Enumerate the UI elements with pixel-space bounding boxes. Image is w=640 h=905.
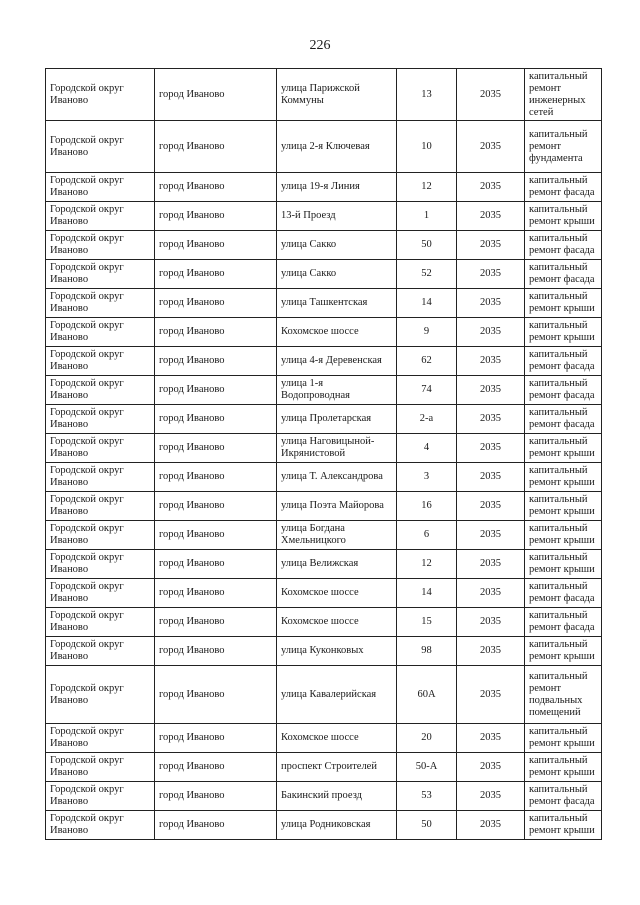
- work-type-cell: капитальный ремонт инженерных сетей: [525, 69, 602, 121]
- house-number-cell: 53: [397, 782, 457, 811]
- table-row: [46, 202, 602, 231]
- house-number-cell: 98: [397, 637, 457, 666]
- table-row: [46, 463, 602, 492]
- work-type-cell: капитальный ремонт крыши: [525, 318, 602, 347]
- year-cell: 2035: [457, 463, 525, 492]
- year-cell: 2035: [457, 724, 525, 753]
- work-type-cell: капитальный ремонт крыши: [525, 550, 602, 579]
- district-cell: Городской округ Иваново: [46, 434, 155, 463]
- street-cell: 13-й Проезд: [277, 202, 397, 231]
- city-cell: город Иваново: [155, 347, 277, 376]
- house-number-cell: 50-А: [397, 753, 457, 782]
- table-body: [46, 69, 602, 840]
- street-cell: улица 4-я Деревенская: [277, 347, 397, 376]
- district-cell: Городской округ Иваново: [46, 347, 155, 376]
- year-cell: 2035: [457, 405, 525, 434]
- table-row: [46, 492, 602, 521]
- table-row: [46, 724, 602, 753]
- year-cell: 2035: [457, 231, 525, 260]
- street-cell: улица 1-я Водопроводная: [277, 376, 397, 405]
- district-cell: Городской округ Иваново: [46, 318, 155, 347]
- house-number-cell: 60А: [397, 666, 457, 724]
- house-number-cell: 6: [397, 521, 457, 550]
- housing-repair-table: [45, 68, 602, 840]
- year-cell: 2035: [457, 121, 525, 173]
- work-type-cell: капитальный ремонт фундамента: [525, 121, 602, 173]
- street-cell: улица Парижской Коммуны: [277, 69, 397, 121]
- work-type-cell: капитальный ремонт крыши: [525, 724, 602, 753]
- table-row: [46, 405, 602, 434]
- street-cell: улица Ташкентская: [277, 289, 397, 318]
- work-type-cell: капитальный ремонт фасада: [525, 231, 602, 260]
- work-type-cell: капитальный ремонт подвальных помещений: [525, 666, 602, 724]
- street-cell: улица Богдана Хмельницкого: [277, 521, 397, 550]
- work-type-cell: капитальный ремонт крыши: [525, 492, 602, 521]
- work-type-cell: капитальный ремонт крыши: [525, 811, 602, 840]
- city-cell: город Иваново: [155, 173, 277, 202]
- city-cell: город Иваново: [155, 289, 277, 318]
- house-number-cell: 1: [397, 202, 457, 231]
- house-number-cell: 14: [397, 289, 457, 318]
- table-row: [46, 173, 602, 202]
- year-cell: 2035: [457, 637, 525, 666]
- district-cell: Городской округ Иваново: [46, 69, 155, 121]
- year-cell: 2035: [457, 550, 525, 579]
- house-number-cell: 14: [397, 579, 457, 608]
- table-row: [46, 260, 602, 289]
- table-row: [46, 550, 602, 579]
- district-cell: Городской округ Иваново: [46, 637, 155, 666]
- street-cell: улица Наговицыной-Икрянистовой: [277, 434, 397, 463]
- year-cell: 2035: [457, 202, 525, 231]
- house-number-cell: 50: [397, 231, 457, 260]
- city-cell: город Иваново: [155, 463, 277, 492]
- table-row: [46, 318, 602, 347]
- city-cell: город Иваново: [155, 376, 277, 405]
- year-cell: 2035: [457, 811, 525, 840]
- table-row: [46, 289, 602, 318]
- year-cell: 2035: [457, 521, 525, 550]
- house-number-cell: 13: [397, 69, 457, 121]
- table-row: [46, 666, 602, 724]
- year-cell: 2035: [457, 492, 525, 521]
- work-type-cell: капитальный ремонт фасада: [525, 608, 602, 637]
- year-cell: 2035: [457, 318, 525, 347]
- street-cell: улица 2-я Ключевая: [277, 121, 397, 173]
- district-cell: Городской округ Иваново: [46, 724, 155, 753]
- district-cell: Городской округ Иваново: [46, 579, 155, 608]
- city-cell: город Иваново: [155, 492, 277, 521]
- house-number-cell: 4: [397, 434, 457, 463]
- house-number-cell: 3: [397, 463, 457, 492]
- city-cell: город Иваново: [155, 318, 277, 347]
- city-cell: город Иваново: [155, 434, 277, 463]
- street-cell: улица Сакко: [277, 231, 397, 260]
- year-cell: 2035: [457, 753, 525, 782]
- house-number-cell: 52: [397, 260, 457, 289]
- year-cell: 2035: [457, 376, 525, 405]
- street-cell: улица Пролетарская: [277, 405, 397, 434]
- house-number-cell: 9: [397, 318, 457, 347]
- work-type-cell: капитальный ремонт крыши: [525, 289, 602, 318]
- work-type-cell: капитальный ремонт крыши: [525, 753, 602, 782]
- street-cell: улица Сакко: [277, 260, 397, 289]
- district-cell: Городской округ Иваново: [46, 550, 155, 579]
- table-row: [46, 782, 602, 811]
- street-cell: Кохомское шоссе: [277, 318, 397, 347]
- street-cell: улица Велижская: [277, 550, 397, 579]
- district-cell: Городской округ Иваново: [46, 782, 155, 811]
- work-type-cell: капитальный ремонт крыши: [525, 463, 602, 492]
- city-cell: город Иваново: [155, 550, 277, 579]
- house-number-cell: 2-а: [397, 405, 457, 434]
- work-type-cell: капитальный ремонт фасада: [525, 782, 602, 811]
- table-row: [46, 608, 602, 637]
- table-row: [46, 434, 602, 463]
- city-cell: город Иваново: [155, 579, 277, 608]
- year-cell: 2035: [457, 347, 525, 376]
- street-cell: улица Т. Александрова: [277, 463, 397, 492]
- street-cell: улица Кавалерийская: [277, 666, 397, 724]
- street-cell: улица Куконковых: [277, 637, 397, 666]
- district-cell: Городской округ Иваново: [46, 231, 155, 260]
- city-cell: город Иваново: [155, 666, 277, 724]
- year-cell: 2035: [457, 782, 525, 811]
- table-row: [46, 811, 602, 840]
- year-cell: 2035: [457, 579, 525, 608]
- work-type-cell: капитальный ремонт фасада: [525, 376, 602, 405]
- district-cell: Городской округ Иваново: [46, 405, 155, 434]
- city-cell: город Иваново: [155, 811, 277, 840]
- table-row: [46, 753, 602, 782]
- district-cell: Городской округ Иваново: [46, 521, 155, 550]
- street-cell: улица Родниковская: [277, 811, 397, 840]
- house-number-cell: 20: [397, 724, 457, 753]
- street-cell: Кохомское шоссе: [277, 724, 397, 753]
- district-cell: Городской округ Иваново: [46, 492, 155, 521]
- house-number-cell: 16: [397, 492, 457, 521]
- year-cell: 2035: [457, 260, 525, 289]
- table-row: [46, 69, 602, 121]
- city-cell: город Иваново: [155, 521, 277, 550]
- table-row: [46, 579, 602, 608]
- year-cell: 2035: [457, 69, 525, 121]
- work-type-cell: капитальный ремонт крыши: [525, 521, 602, 550]
- house-number-cell: 15: [397, 608, 457, 637]
- house-number-cell: 50: [397, 811, 457, 840]
- work-type-cell: капитальный ремонт фасада: [525, 405, 602, 434]
- city-cell: город Иваново: [155, 202, 277, 231]
- work-type-cell: капитальный ремонт крыши: [525, 637, 602, 666]
- table-row: [46, 521, 602, 550]
- street-cell: проспект Строителей: [277, 753, 397, 782]
- district-cell: Городской округ Иваново: [46, 811, 155, 840]
- district-cell: Городской округ Иваново: [46, 121, 155, 173]
- city-cell: город Иваново: [155, 608, 277, 637]
- work-type-cell: капитальный ремонт фасада: [525, 347, 602, 376]
- city-cell: город Иваново: [155, 405, 277, 434]
- street-cell: Кохомское шоссе: [277, 608, 397, 637]
- year-cell: 2035: [457, 289, 525, 318]
- work-type-cell: капитальный ремонт крыши: [525, 434, 602, 463]
- table-row: [46, 347, 602, 376]
- year-cell: 2035: [457, 608, 525, 637]
- city-cell: город Иваново: [155, 637, 277, 666]
- house-number-cell: 74: [397, 376, 457, 405]
- page-number: 226: [309, 38, 331, 53]
- city-cell: город Иваново: [155, 260, 277, 289]
- year-cell: 2035: [457, 173, 525, 202]
- table-row: [46, 376, 602, 405]
- work-type-cell: капитальный ремонт крыши: [525, 202, 602, 231]
- city-cell: город Иваново: [155, 753, 277, 782]
- street-cell: Бакинский проезд: [277, 782, 397, 811]
- district-cell: Городской округ Иваново: [46, 260, 155, 289]
- city-cell: город Иваново: [155, 724, 277, 753]
- year-cell: 2035: [457, 666, 525, 724]
- city-cell: город Иваново: [155, 69, 277, 121]
- house-number-cell: 62: [397, 347, 457, 376]
- district-cell: Городской округ Иваново: [46, 173, 155, 202]
- district-cell: Городской округ Иваново: [46, 289, 155, 318]
- district-cell: Городской округ Иваново: [46, 202, 155, 231]
- district-cell: Городской округ Иваново: [46, 376, 155, 405]
- table-row: [46, 121, 602, 173]
- street-cell: Кохомское шоссе: [277, 579, 397, 608]
- house-number-cell: 12: [397, 550, 457, 579]
- street-cell: улица Поэта Майорова: [277, 492, 397, 521]
- district-cell: Городской округ Иваново: [46, 608, 155, 637]
- street-cell: улица 19-я Линия: [277, 173, 397, 202]
- year-cell: 2035: [457, 434, 525, 463]
- house-number-cell: 12: [397, 173, 457, 202]
- city-cell: город Иваново: [155, 231, 277, 260]
- work-type-cell: капитальный ремонт фасада: [525, 579, 602, 608]
- district-cell: Городской округ Иваново: [46, 753, 155, 782]
- work-type-cell: капитальный ремонт фасада: [525, 173, 602, 202]
- table-row: [46, 231, 602, 260]
- work-type-cell: капитальный ремонт фасада: [525, 260, 602, 289]
- district-cell: Городской округ Иваново: [46, 463, 155, 492]
- district-cell: Городской округ Иваново: [46, 666, 155, 724]
- city-cell: город Иваново: [155, 121, 277, 173]
- city-cell: город Иваново: [155, 782, 277, 811]
- house-number-cell: 10: [397, 121, 457, 173]
- table-row: [46, 637, 602, 666]
